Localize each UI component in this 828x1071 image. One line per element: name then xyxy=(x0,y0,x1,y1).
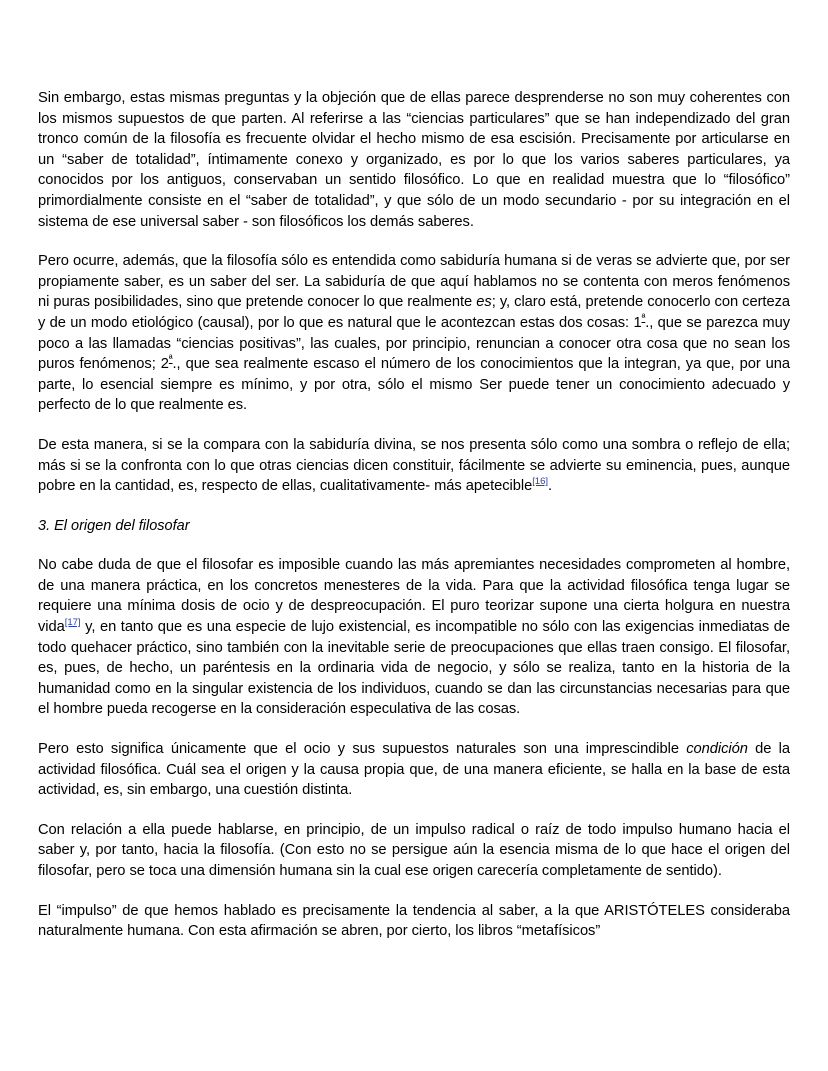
paragraph-2-emphasis-es: es xyxy=(476,294,492,311)
section-heading-3: 3. El origen del filosofar xyxy=(38,517,190,534)
paragraph-6-text: Con relación a ella puede hablarse, en principio, de un impulso radical o raíz de todo impulso humano hacia el saber y, por tanto, hacia la filosofía. (Con esto no se persigue aún la esencia misma de lo que hace el origen del filosofar, pero se toca una dimensión humana sin la cual ese origen carecería completamente de sentido). xyxy=(38,821,790,879)
paragraph-5 xyxy=(38,739,790,801)
paragraph-2-text-part-3: ., que se parezca muy poco a las llamadas “ciencias positivas”, las cuales, por principio, renuncian a conocer otra cosa que no sean los puros fenómenos; 2 xyxy=(38,314,790,373)
paragraph-4-text-part-1: No cabe duda de que el filosofar es imposible cuando las más apremiantes necesidades comprometen al hombre, de una manera práctica, en los concretos menesteres de la vida. Para que la actividad filosófica tenga lugar se requiere una mínima dosis de ocio y de despreocupación. El puro teorizar supone una cierta holgura en nuestra vida xyxy=(38,557,790,636)
paragraph-4-text-part-2: y, en tanto que es una especie de lujo existencial, es incompatible no sólo con las exigencias inmediatas de todo quehacer práctico, sino también con la inevitable serie de preocupaciones que ellas traen consigo. El filosofar, es, pues, de hecho, un paréntesis en la ordinaria vida de negocio, y sólo se realiza, tanto en la historia de la humanidad como en la singular existencia de los individuos, cuando se dan las circunstancias necesarias para que el hombre pueda recogerse en la consideración especulativa de las cosas. xyxy=(38,619,790,718)
paragraph-1-text: Sin embargo, estas mismas preguntas y la objeción que de ellas parece desprenderse no son muy coherentes con los mismos supuestos de que parten. Al referirse a las “ciencias particulares” que se han independizado del gran tronco común de la filosofía es frecuente olvidar el hecho mismo de esa escisión. Precisamente por articularse en un “saber de totalidad”, íntimamente conexo y organizado, es por lo que los varios saberes particulares, ya conocidos por los antiguos, conservaban un sentido filosófico. Lo que en realidad muestra que lo “filosófico” primordialmente consiste en el “saber de totalidad”, y que sólo de un modo secundario - por su integración en el sistema de ese universal saber - son filosóficos los demás saberes. xyxy=(38,90,790,230)
paragraph-3-text-part-1: De esta manera, si se la compara con la sabiduría divina, se nos presenta sólo como una sombra o reflejo de ella; más si se la confronta con lo que otras ciencias dicen constituir, fácilmente se advierte su eminencia, pues, aunque pobre en la cantidad, es, respecto de ellas, cualitativamente- más apetecible xyxy=(38,436,790,495)
paragraph-2-text-part-2: ; y, claro está, pretende conocerlo con certeza y de un modo etiológico (causal), por lo que es natural que le acontezcan estas dos cosas: 1 xyxy=(38,294,790,331)
paragraph-5-emphasis-condicion: condición xyxy=(686,741,748,758)
paragraph-5-text-part-1: Pero esto significa únicamente que el ocio y sus supuestos naturales son una imprescindible xyxy=(38,741,687,758)
paragraph-5-text-part-2: de la actividad filosófica. Cuál sea el origen y la causa propia que, de una manera eficiente, se halla en la base de esta actividad, es, sin embargo, una cuestión distinta. xyxy=(38,741,790,799)
paragraph-2-text-part-1: Pero ocurre, además, que la filosofía sólo es entendida como sabiduría humana si de veras se advierte que, por ser propiamente saber, es un saber del ser. La sabiduría de que aquí hablamos no se contenta con meros fenómenos ni puras posibilidades, sino que pretende conocer lo que realmente xyxy=(38,253,790,311)
paragraph-1 xyxy=(38,88,790,232)
paragraph-3-text-part-2: . xyxy=(548,478,553,495)
paragraph-7-text: El “impulso” de que hemos hablado es precisamente la tendencia al saber, a la que ARISTÓTELES consideraba naturalmente humana. Con esta afirmación se abren, por cierto, los libros “metafísicos” xyxy=(38,902,790,940)
footnote-link-16[interactable]: [16] xyxy=(532,476,548,488)
paragraph-6 xyxy=(38,820,790,882)
document-body xyxy=(38,88,790,942)
paragraph-2 xyxy=(38,251,790,416)
paragraph-2-text-part-4: ., que sea realmente escaso el número de los conocimientos que la integran, ya que, por una parte, lo esencial siempre es mínimo, y por otra, sólo el mismo Ser puede tener un conocimiento adecuado y perfecto de lo que realmente es. xyxy=(38,356,791,414)
paragraph-3 xyxy=(38,435,790,497)
footnote-link-17[interactable]: [17] xyxy=(64,617,81,629)
paragraph-4 xyxy=(38,555,790,720)
paragraph-7 xyxy=(38,901,790,942)
paragraph-2-ordinal-second: ª xyxy=(168,354,173,366)
paragraph-2-ordinal-first: ª xyxy=(641,313,646,325)
